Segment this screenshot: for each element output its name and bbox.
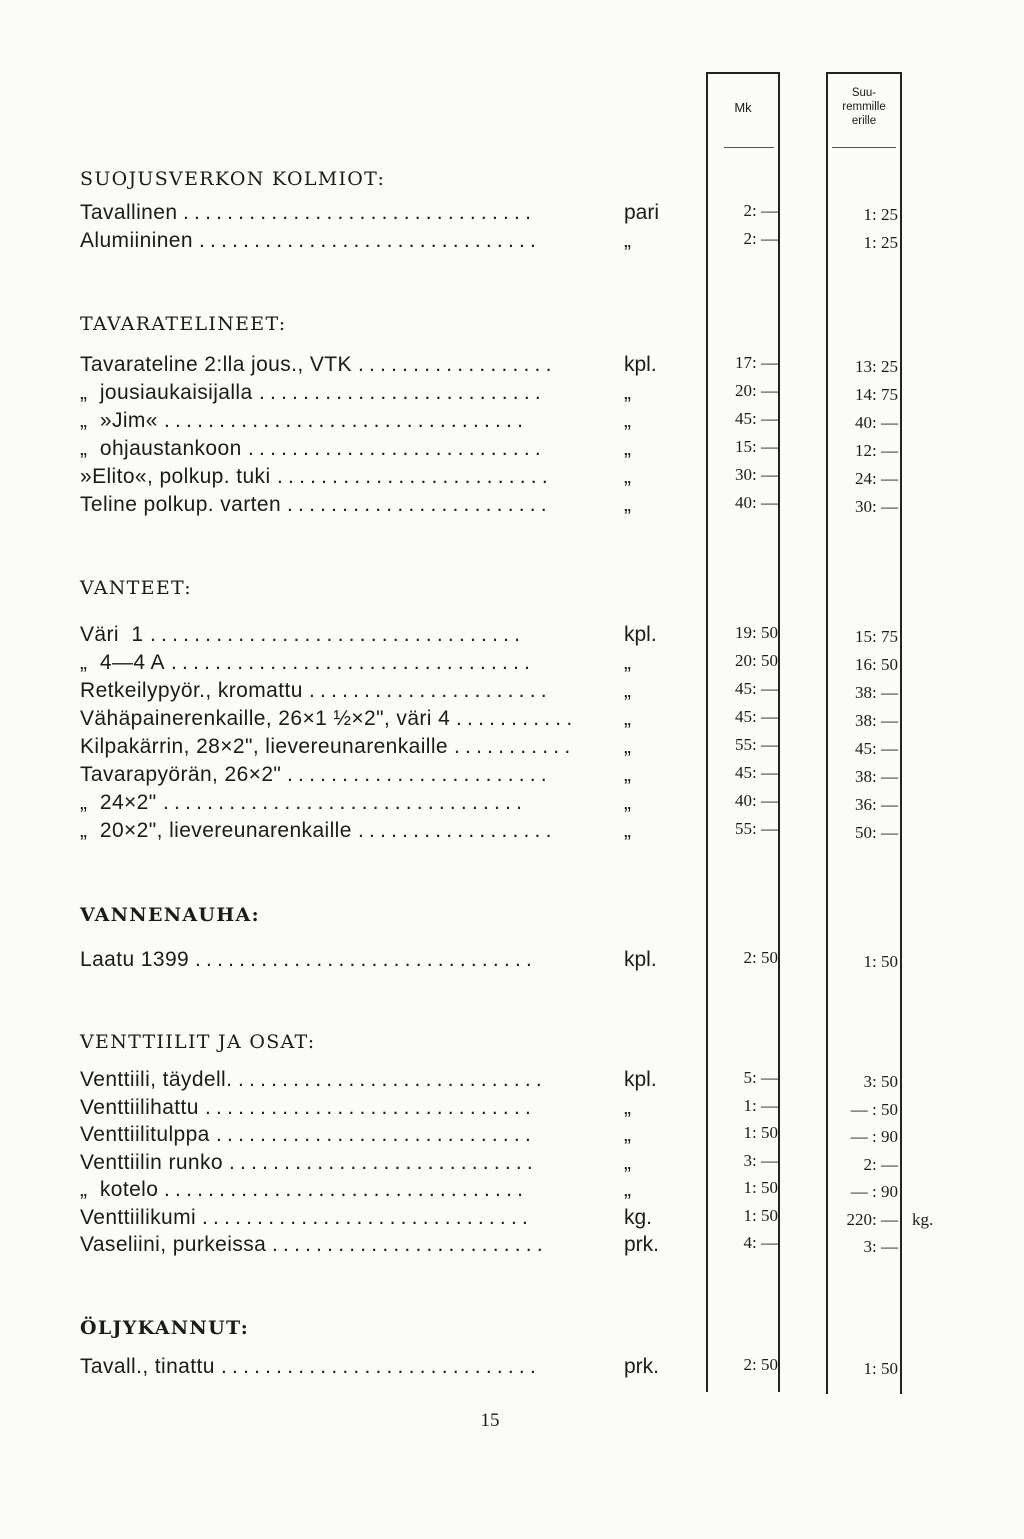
price-mk: 4: — [743,1233,778,1252]
price-wholesale: 3: 50 [863,1072,898,1091]
dot-leader: .............................. [202,1205,534,1229]
price-row [0,409,1024,437]
section-title: TAVARATELINEET: [80,313,287,335]
item-label: Vaseliini, purkeissa [80,1233,267,1256]
dot-leader: ................................ [183,201,537,224]
price-row [0,1178,1024,1206]
item-unit: „ [624,735,631,758]
price-wholesale: 1: 25 [863,205,898,224]
dot-leader: ............................. [216,1123,536,1146]
price-mk: 40: — [735,791,778,810]
item-unit: kpl. [624,948,657,971]
item-unit: „ [624,465,631,488]
item-label: „ 4—4 A [80,651,165,674]
price-mk: 30: — [735,465,778,484]
item-unit: „ [624,381,631,404]
item-label: „ ohjaustankoon [80,437,242,460]
price-wholesale: 50: — [855,823,898,842]
price-mk: 3: — [743,1150,778,1170]
price-wholesale: 40: — [855,413,898,432]
price-row [0,735,1024,763]
price-wholesale: 45: — [855,739,898,758]
item-unit: kpl. [624,623,657,646]
price-row [0,1206,1024,1234]
price-mk: 17: — [735,353,778,372]
item-unit: „ [624,229,631,252]
price-wholesale: 24: — [855,469,898,488]
item-label: Tavallinen [80,201,178,224]
price-row [0,651,1024,679]
price-wholesale: — : 90 [850,1127,898,1146]
item-unit: „ [624,707,631,730]
price-row [0,201,1024,229]
price-mk: 15: — [735,437,778,456]
item-label: Teline polkup. varten [80,493,282,516]
item-label: „ kotelo [80,1178,159,1201]
dot-leader: ............................... [195,948,538,971]
item-unit: „ [624,763,631,786]
price-wholesale: 3: — [863,1237,898,1256]
item-unit: „ [624,1123,631,1146]
item-unit: „ [624,791,631,814]
item-label: Tavarapyörän, 26×2" [80,763,282,786]
item-unit: „ [624,493,631,516]
price-wholesale: 14: 75 [855,385,898,404]
item-label: „ 20×2", lievereunarenkaille [80,819,352,842]
item-unit: kpl. [624,1068,657,1091]
item-unit: „ [624,1095,631,1119]
wholesale-unit: kg. [912,1209,934,1229]
item-label: Venttiilikumi [80,1205,197,1229]
dot-leader: ................................. [171,651,536,674]
section-title: SUOJUSVERKON KOLMIOT: [80,168,386,190]
item-label: Vähäpainerenkaille, 26×1 ½×2", väri 4 [80,707,451,730]
price-wholesale: 220: — [846,1209,898,1229]
item-label: Tavall., tinattu [80,1355,215,1378]
item-unit: „ [624,679,631,702]
price-row [0,763,1024,791]
price-row [0,1355,1024,1383]
dot-leader: ......................... [272,1233,548,1256]
dot-leader: ................................. [164,409,529,432]
suu-header-line: erille [851,115,877,127]
price-row [0,465,1024,493]
price-wholesale: 12: — [855,441,898,460]
dot-leader: ........................ [287,763,552,786]
price-row [0,1151,1024,1179]
price-mk: 45: — [735,763,778,782]
price-wholesale: — : 90 [850,1182,898,1201]
price-mk: 40: — [735,493,778,512]
item-unit: „ [624,409,631,432]
price-mk: 19: 50 [735,623,778,642]
price-row [0,679,1024,707]
item-label: Alumiininen [80,229,193,252]
section-title: VANTEET: [80,577,192,599]
item-label: Venttiili, täydell. [80,1068,233,1091]
item-label: Retkeilypyör., kromattu [80,679,303,702]
dot-leader: .................................. [150,623,526,646]
price-row [0,1233,1024,1261]
item-unit: kpl. [624,353,657,376]
item-unit: prk. [624,1355,660,1378]
price-wholesale: 2: — [863,1154,898,1174]
item-label: Venttiilin runko [80,1150,223,1174]
dot-leader: ............................. [221,1355,541,1378]
price-wholesale: 38: — [855,711,898,730]
price-mk: 2: 50 [743,1355,778,1374]
price-mk: 45: — [735,409,778,428]
dot-leader: .................. [358,353,557,376]
item-label: „ »Jim« [80,409,158,432]
price-mk: 2: — [743,201,778,220]
price-mk: 20: — [735,381,778,400]
price-mk: 1: 50 [743,1205,778,1225]
suu-column-header [828,86,900,128]
item-label: „ 24×2" [80,791,157,814]
price-row [0,1123,1024,1151]
price-mk: 1: — [743,1095,778,1115]
item-label: Tavarateline 2:lla jous., VTK [80,353,352,376]
dot-leader: ............................ [229,1150,538,1174]
price-mk: 5: — [743,1068,778,1087]
dot-leader: ........... [456,707,578,730]
price-wholesale: 36: — [855,795,898,814]
suu-header-line: remmille [842,101,886,113]
item-label: Laatu 1399 [80,948,190,971]
price-mk: 55: — [735,735,778,754]
price-row [0,1096,1024,1124]
price-wholesale: 16: 50 [855,655,898,674]
mk-column-top-rule [706,72,780,74]
price-wholesale: 1: 50 [863,952,898,971]
mk-header-underline [724,147,774,148]
price-mk: 2: 50 [743,948,778,967]
price-row [0,707,1024,735]
dot-leader: ................................. [163,791,528,814]
price-mk: 1: 50 [743,1123,778,1142]
dot-leader: .................. [358,819,557,842]
price-wholesale: 38: — [855,767,898,786]
price-wholesale: 30: — [855,497,898,516]
mk-column-header: Mk [734,100,752,115]
price-row [0,791,1024,819]
price-wholesale: 13: 25 [855,357,898,376]
dot-leader: ........................... [248,437,546,460]
dot-leader: ........... [454,735,576,758]
page-number: 15 [480,1410,500,1431]
dot-leader: ......................... [277,465,553,488]
section-title: VANNENAUHA: [80,904,260,926]
dot-leader: ...................... [309,679,552,702]
price-wholesale: 15: 75 [855,627,898,646]
dot-leader: ............................... [199,229,542,252]
item-unit: „ [624,1178,631,1201]
price-row [0,437,1024,465]
item-unit: kg. [624,1205,653,1229]
suu-column-top-rule [826,72,902,74]
price-row [0,623,1024,651]
price-wholesale: — : 50 [850,1099,898,1119]
price-row [0,819,1024,847]
dot-leader: ........................ [287,493,552,516]
price-mk: 45: — [735,679,778,698]
dot-leader: ............................ [238,1068,547,1091]
price-row [0,1068,1024,1096]
price-row [0,381,1024,409]
suu-header-underline [832,147,896,148]
price-mk: 55: — [735,819,778,838]
item-label: Venttiilihattu [80,1095,199,1119]
price-row [0,948,1024,976]
item-unit: „ [624,819,631,842]
item-label: Väri 1 [80,623,144,646]
item-unit: prk. [624,1233,660,1256]
price-row [0,493,1024,521]
item-unit: „ [624,651,631,674]
price-wholesale: 38: — [855,683,898,702]
price-mk: 1: 50 [743,1178,778,1197]
price-row [0,353,1024,381]
section-title: ÖLJYKANNUT: [80,1317,250,1339]
price-mk: 45: — [735,707,778,726]
price-mk: 2: — [743,229,778,248]
item-unit: pari [624,201,660,224]
price-row [0,229,1024,257]
price-mk: 20: 50 [735,651,778,670]
dot-leader: .......................... [259,381,546,404]
item-label: Venttiilitulppa [80,1123,210,1146]
item-unit: „ [624,437,631,460]
item-label: „ jousiaukaisijalla [80,381,253,404]
section-title: VENTTIILIT JA OSAT: [80,1031,316,1053]
dot-leader: .............................. [205,1095,537,1119]
item-label: Kilpakärrin, 28×2", lievereunarenkaille [80,735,449,758]
price-wholesale: 1: 25 [863,233,898,252]
suu-header-line: Suu- [851,87,877,99]
item-label: »Elito«, polkup. tuki [80,465,271,488]
item-unit: „ [624,1150,631,1174]
price-wholesale: 1: 50 [863,1359,898,1378]
dot-leader: ................................. [164,1178,529,1201]
